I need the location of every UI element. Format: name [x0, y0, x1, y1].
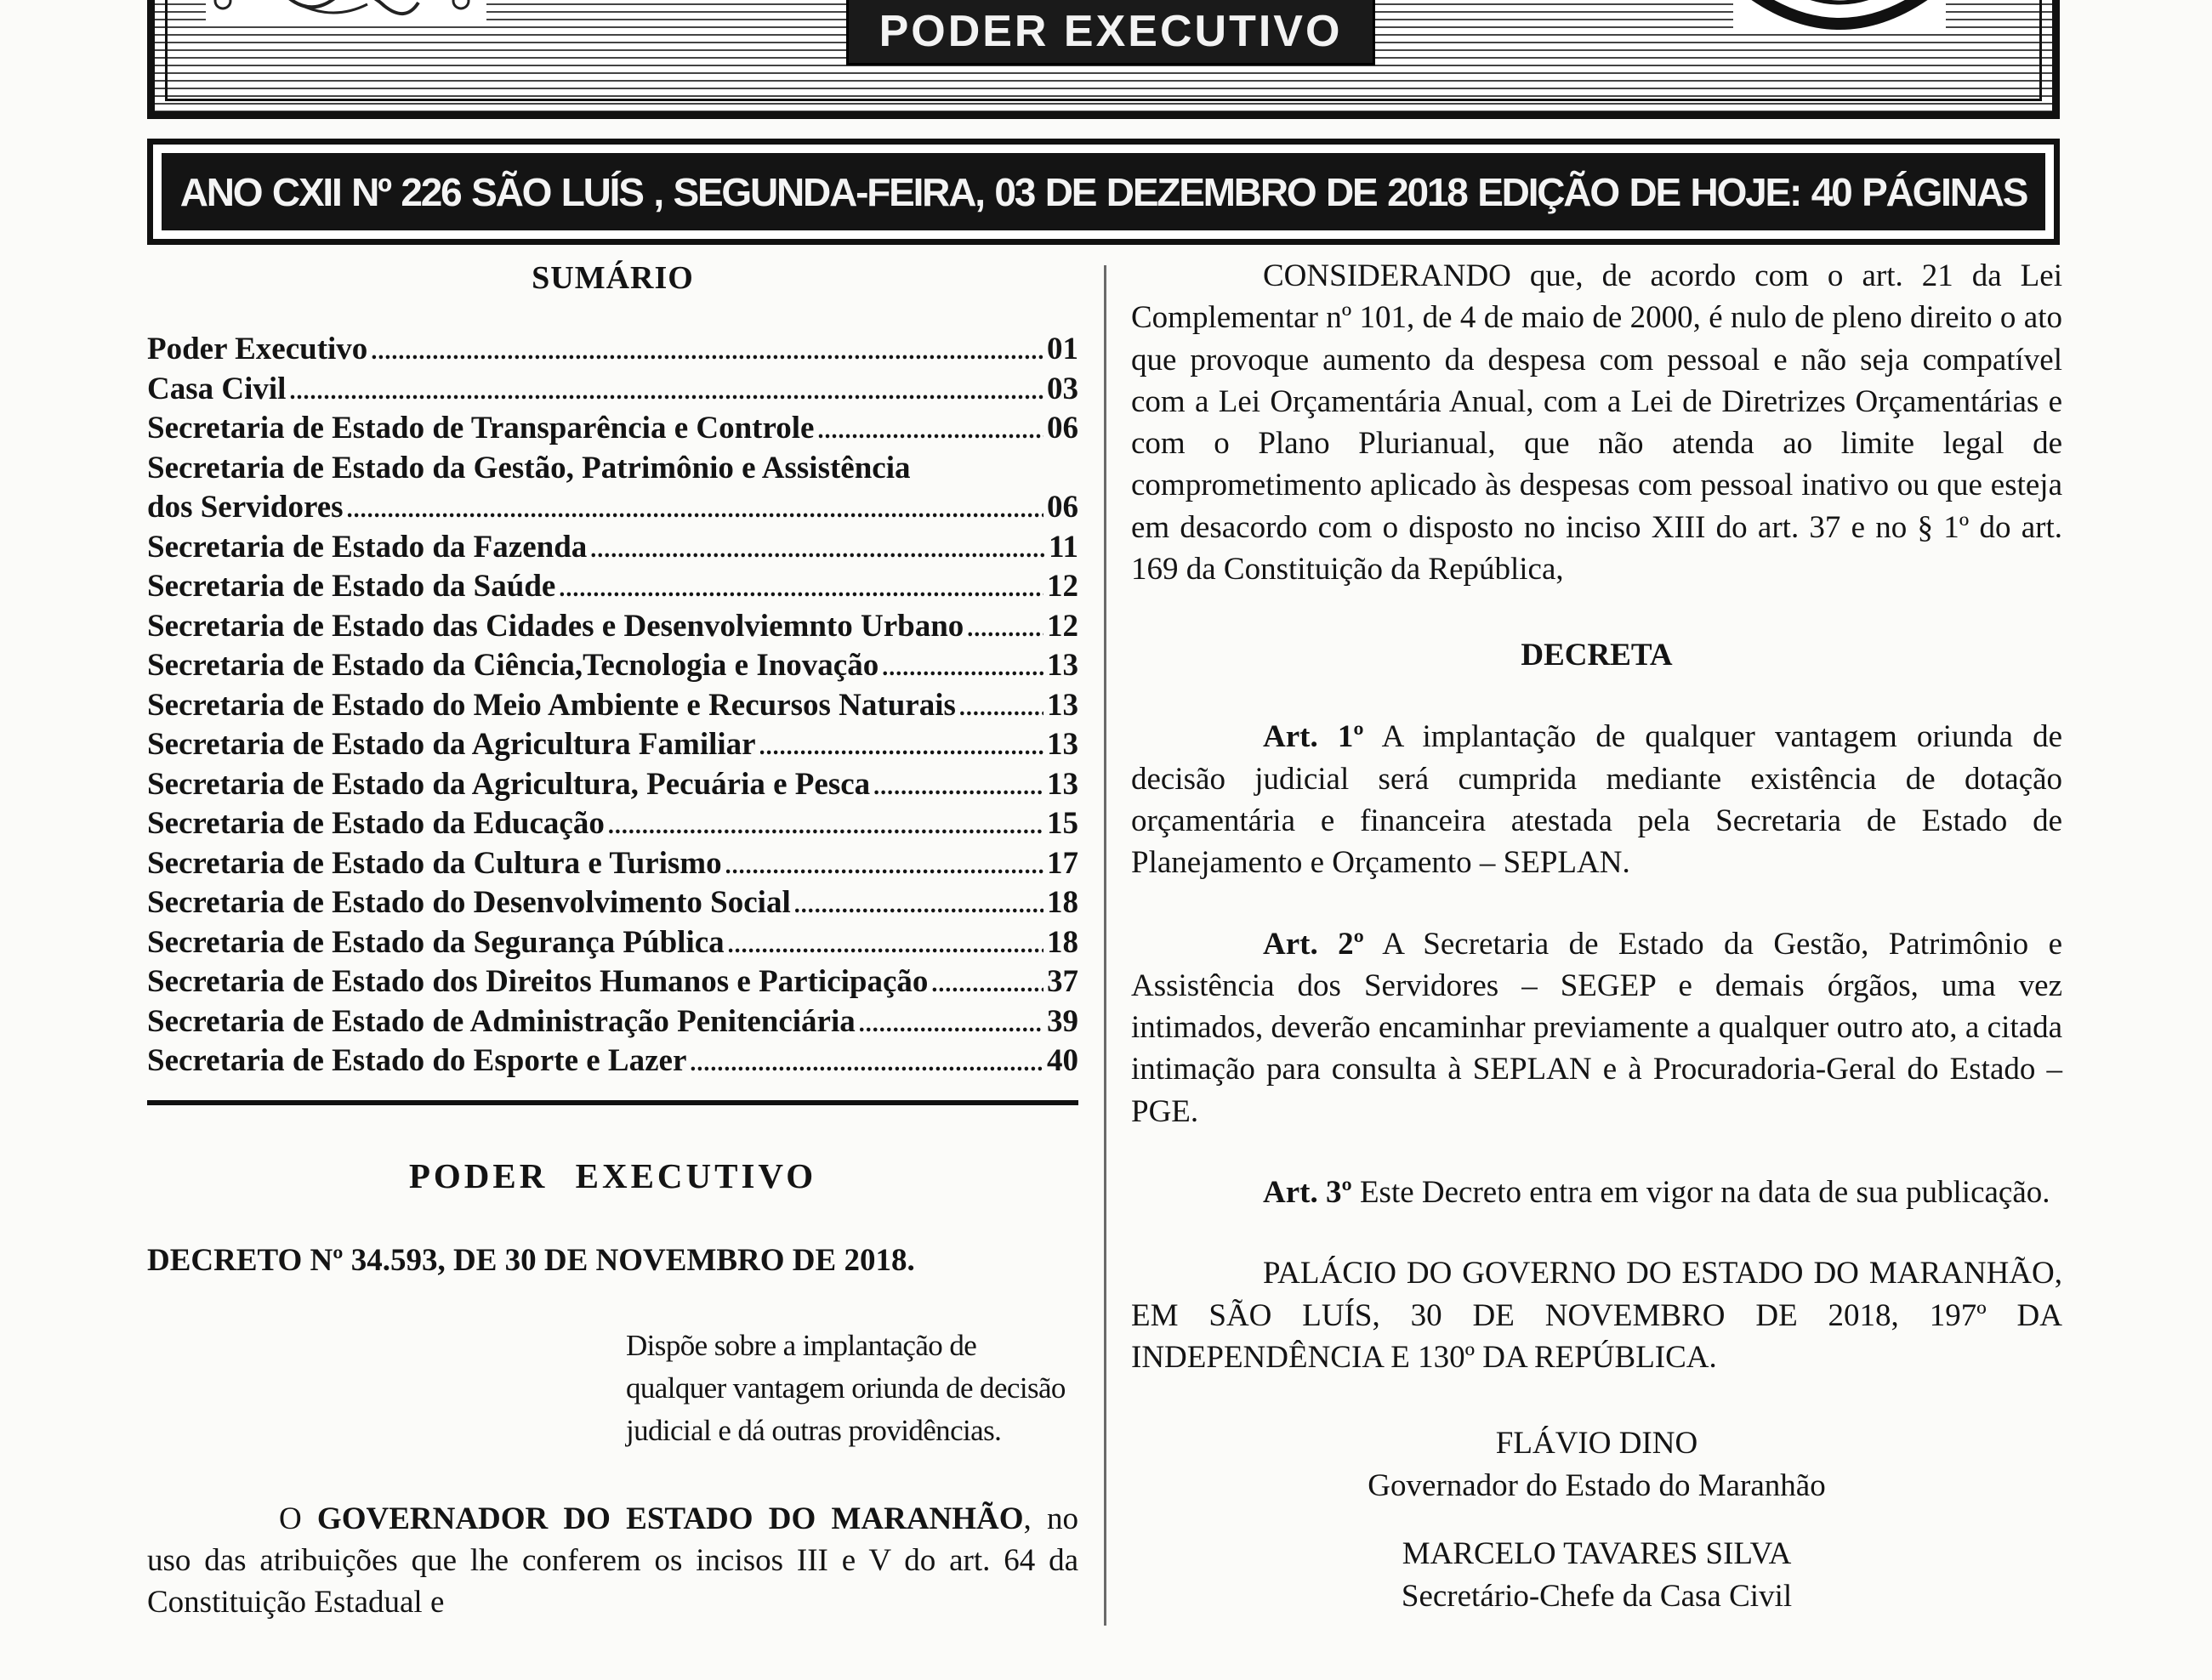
- toc-page-number: 37: [1047, 964, 1078, 999]
- toc-label: Secretaria de Estado da Agricultura Familiar: [147, 727, 756, 762]
- article-1-label: Art. 1º: [1263, 719, 1364, 755]
- toc-label: Poder Executivo: [147, 332, 368, 366]
- signature-chief-of-staff: [1131, 1533, 2062, 1618]
- toc-row: [147, 528, 1078, 568]
- toc-row: [147, 449, 1078, 489]
- toc-leader-dots: [289, 372, 1043, 412]
- toc-leader-dots: [817, 411, 1043, 451]
- toc-leader-dots: [959, 689, 1043, 729]
- toc-row: [147, 962, 1078, 1002]
- right-column: [1131, 255, 2062, 1618]
- toc-leader-dots: [608, 807, 1043, 847]
- toc-label: Secretaria de Estado da Agricultura, Pecuária e Pesca: [147, 766, 871, 802]
- toc-leader-dots: [371, 332, 1043, 372]
- toc-page-number: 13: [1047, 687, 1078, 723]
- toc-page-number: 17: [1047, 845, 1078, 881]
- ornament-left-icon: [206, 0, 486, 25]
- toc-label: Secretaria de Estado da Saúde: [147, 569, 556, 604]
- governor-preamble-rest: , no uso das atribuições que lhe conferem os incisos III e V do art. 64 da Constituição Estadual e: [147, 1501, 1078, 1620]
- toc-leader-dots: [794, 886, 1043, 926]
- signature-governor-role: Governador do Estado do Maranhão: [1368, 1468, 1826, 1504]
- toc-page-number: 18: [1047, 885, 1078, 920]
- toc-page-number: 06: [1047, 490, 1078, 525]
- toc-leader-dots: [967, 610, 1043, 650]
- toc-label: Secretaria de Estado do Esporte e Lazer: [147, 1043, 687, 1078]
- governor-preamble-bold: GOVERNADOR DO ESTADO DO MARANHÃO: [316, 1501, 1024, 1536]
- signature-governor-name: FLÁVIO DINO: [1495, 1426, 1698, 1461]
- toc-row: [147, 923, 1078, 963]
- toc-page-number: 03: [1047, 371, 1078, 406]
- decreta-heading: DECRETA: [1521, 638, 1673, 673]
- article-1-text: A implantação de qualquer vantagem oriunda de decisão judicial será cumprida mediante existência de dotação orçamentária e financeira atestada pela Secretaria de Estado de Planejamento e Orçamento – SEPLAN.: [1131, 719, 2062, 881]
- article-3: [1131, 1172, 2062, 1213]
- toc-row: [147, 567, 1078, 607]
- toc-label: Secretaria de Estado de Transparência e Controle: [147, 411, 815, 446]
- toc-label: Secretaria de Estado da Educação: [147, 806, 605, 841]
- decree-title: DECRETO Nº 34.593, DE 30 DE NOVEMBRO DE 2018.: [147, 1242, 915, 1278]
- toc-label: Secretaria de Estado do Desenvolvimento Social: [147, 885, 791, 920]
- toc-page-number: 18: [1047, 924, 1078, 960]
- toc-row: [147, 725, 1078, 765]
- edition-banner: [147, 139, 2060, 245]
- toc-label: Secretaria de Estado dos Direitos Humanos e Participação: [147, 964, 929, 999]
- toc-row: [147, 646, 1078, 686]
- toc-page-number: 13: [1047, 766, 1078, 802]
- left-column: [147, 255, 1078, 1623]
- column-divider: [1104, 265, 1106, 1626]
- toc-page-number: 01: [1047, 332, 1078, 366]
- article-3-label: Art. 3º: [1263, 1175, 1352, 1211]
- toc-row: [147, 330, 1078, 370]
- edition-banner-text: ANO CXII Nº 226 SÃO LUÍS , SEGUNDA-FEIRA, 03 DE DEZEMBRO DE 2018 EDIÇÃO DE HOJE: 40 PÁGINAS: [179, 169, 2027, 214]
- toc-label: dos Servidores: [147, 490, 344, 525]
- toc-row: [147, 804, 1078, 844]
- palacio-paragraph: [1131, 1252, 2062, 1378]
- considerando-paragraph: [1131, 255, 2062, 590]
- article-2-text: A Secretaria de Estado da Gestão, Patrimônio e Assistência dos Servidores – SEGEP e demais órgãos, uma vez intimados, deverão encaminhar previamente a qualquer outro ato, a citada intimação para consulta à SEPLAN e à Procuradoria-Geral do Estado – PGE.: [1131, 926, 2062, 1129]
- signature-chief-name: MARCELO TAVARES SILVA: [1402, 1536, 1792, 1572]
- toc-page-number: 39: [1047, 1003, 1078, 1039]
- sumario-title: SUMÁRIO: [532, 260, 694, 296]
- toc-label: Secretaria de Estado da Fazenda: [147, 529, 588, 565]
- section-title: PODER EXECUTIVO: [408, 1155, 817, 1195]
- toc-page-number: 12: [1047, 608, 1078, 644]
- toc-page-number: 11: [1049, 529, 1078, 565]
- article-2: [1131, 923, 2062, 1132]
- toc-leader-dots: [882, 649, 1043, 689]
- toc-label: Secretaria de Estado de Administração Penitenciária: [147, 1003, 856, 1039]
- toc-page-number: 12: [1047, 569, 1078, 604]
- toc-page-number: 06: [1047, 411, 1078, 446]
- toc-row: [147, 1041, 1078, 1081]
- toc-row: [147, 1002, 1078, 1042]
- toc-label: Casa Civil: [147, 371, 287, 406]
- toc-page-number: 13: [1047, 727, 1078, 762]
- signature-governor: [1131, 1422, 2062, 1507]
- toc-row: [147, 409, 1078, 449]
- signature-chief-role: Secretário-Chefe da Casa Civil: [1401, 1579, 1793, 1615]
- article-2-label: Art. 2º: [1263, 926, 1364, 962]
- considerando-text: CONSIDERANDO que, de acordo com o art. 21 da Lei Complementar nº 101, de 4 de maio de 2000, é nulo de pleno direito o ato que provoque aumento da despesa com pessoal e não seja compatível com a Lei Orçamentária Anual, com a Lei de Diretrizes Orçamentárias e com o Plano Plurianual, que não atenda ao limite legal de comprometimento aplicado às despesas com pessoal inativo ou que esteja em desacordo com o disposto no inciso XIII do art. 37 e no § 1º do art. 169 da Constituição da República,: [1131, 258, 2062, 587]
- toc-leader-dots: [931, 965, 1043, 1005]
- toc-leader-dots: [347, 491, 1043, 531]
- toc-label: Secretaria de Estado das Cidades e Desenvolviemnto Urbano: [147, 608, 964, 644]
- toc-leader-dots: [690, 1044, 1043, 1084]
- toc-row: [147, 370, 1078, 410]
- toc-page-number: 15: [1047, 806, 1078, 841]
- decree-ementa: Dispõe sobre a implantação de qualquer vantagem oriunda de decisão judicial e dá outras providências.: [626, 1328, 1066, 1447]
- toc-label: Secretaria de Estado da Gestão, Patrimônio e Assistência: [147, 450, 911, 485]
- section-plate-label: PODER EXECUTIVO: [879, 7, 1343, 56]
- toc-row: [147, 686, 1078, 726]
- toc-label: Secretaria de Estado da Cultura e Turismo: [147, 845, 722, 881]
- governor-preamble: [147, 1498, 1078, 1623]
- section-divider: [147, 1100, 1078, 1105]
- article-1: [1131, 716, 2062, 883]
- toc-row: [147, 488, 1078, 528]
- palacio-text: PALÁCIO DO GOVERNO DO ESTADO DO MARANHÃO, EM SÃO LUÍS, 30 DE NOVEMBRO DE 2018, 197º DA INDEPENDÊNCIA E 130º DA REPÚBLICA.: [1131, 1256, 2062, 1375]
- governor-preamble-intro: O: [279, 1501, 317, 1536]
- toc-row: [147, 844, 1078, 884]
- toc-row: [147, 607, 1078, 647]
- toc-leader-dots: [873, 768, 1043, 808]
- toc-leader-dots: [728, 926, 1043, 966]
- toc-leader-dots: [859, 1005, 1043, 1045]
- seal-icon: [1733, 0, 1946, 33]
- section-plate: [846, 0, 1375, 65]
- edition-banner-fill: [162, 153, 2045, 230]
- toc-row: [147, 765, 1078, 805]
- toc-label: Secretaria de Estado da Ciência,Tecnologia e Inovação: [147, 648, 879, 683]
- toc-label: Secretaria de Estado da Segurança Pública: [147, 924, 725, 960]
- table-of-contents: [147, 330, 1078, 1081]
- toc-row: [147, 883, 1078, 923]
- article-3-text: Este Decreto entra em vigor na data de sua publicação.: [1351, 1175, 2050, 1211]
- toc-page-number: 40: [1047, 1043, 1078, 1078]
- masthead: [147, 0, 2060, 119]
- toc-label: Secretaria de Estado do Meio Ambiente e Recursos Naturais: [147, 687, 956, 723]
- toc-page-number: 13: [1047, 648, 1078, 683]
- toc-leader-dots: [559, 570, 1043, 610]
- toc-leader-dots: [725, 847, 1043, 887]
- toc-leader-dots: [759, 728, 1043, 768]
- toc-leader-dots: [590, 531, 1045, 570]
